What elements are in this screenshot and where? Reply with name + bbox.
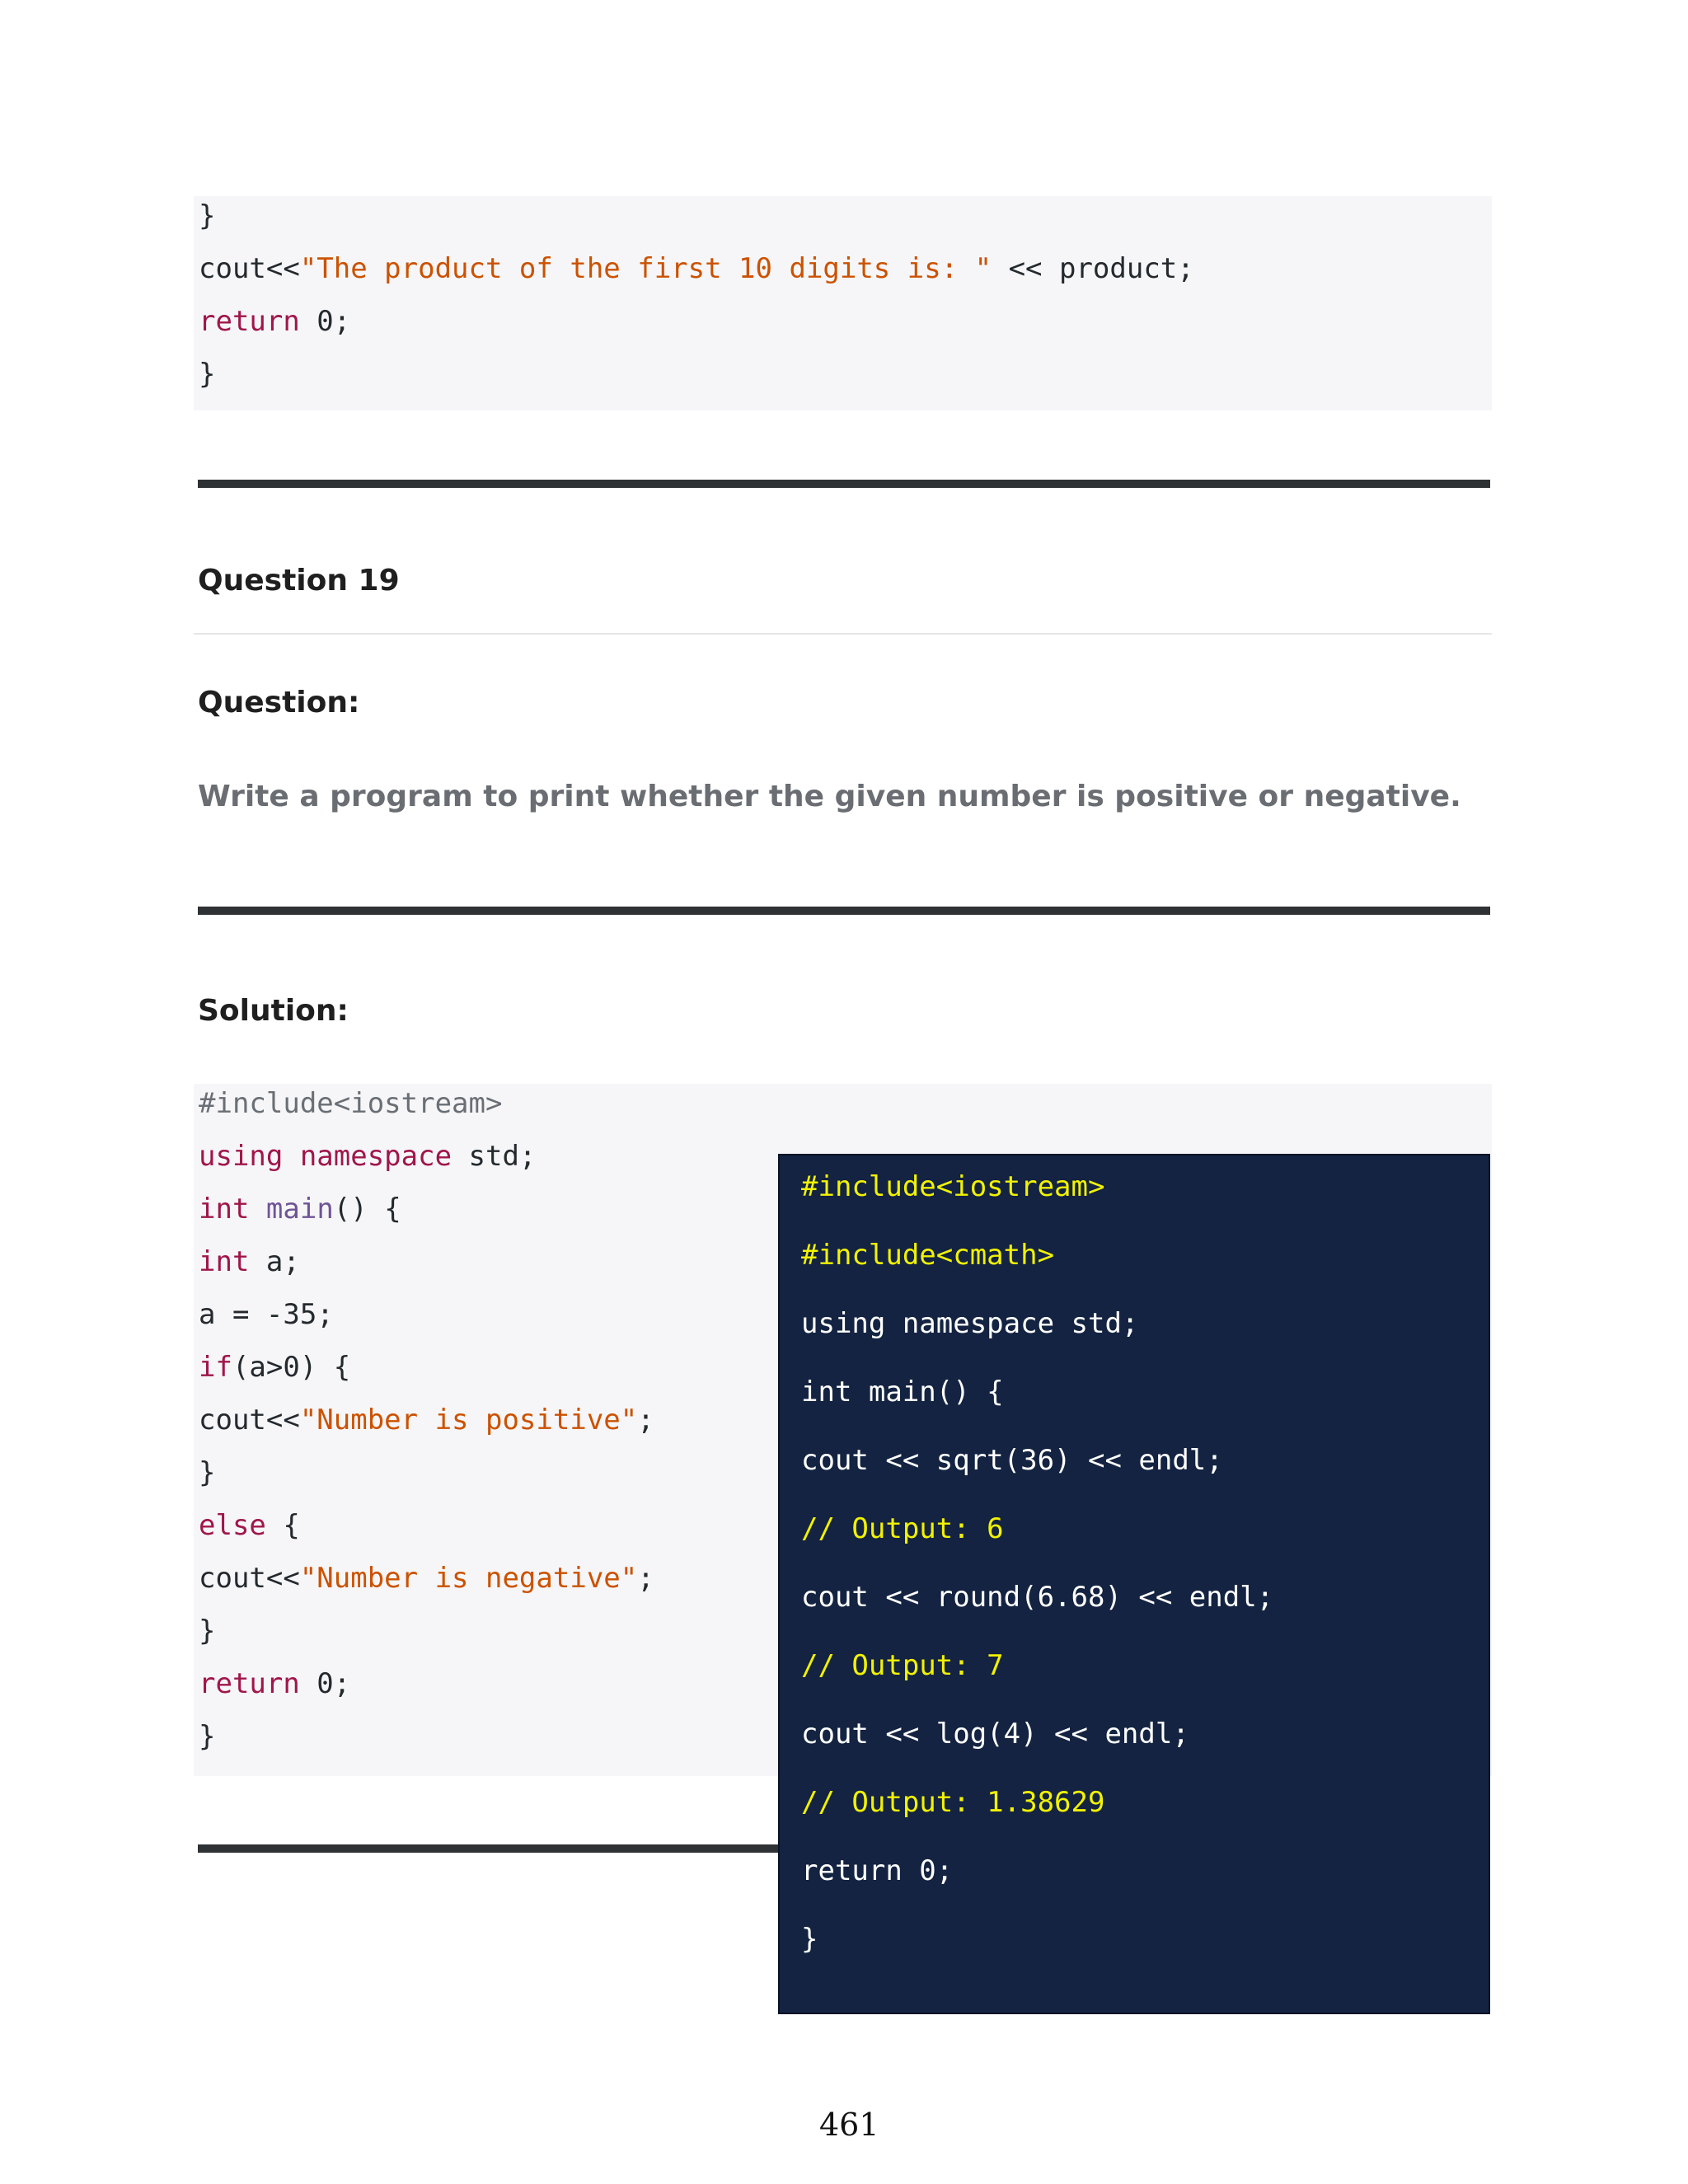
code-line: } [199, 1456, 216, 1489]
page-number: 461 [819, 2107, 879, 2143]
code-line: int a; [199, 1245, 300, 1278]
question-label: Question 19 [198, 564, 400, 598]
thin-divider [194, 633, 1492, 635]
code-line: #include<cmath> [801, 1239, 1055, 1272]
code-comment: // Output: 1.38629 [801, 1786, 1105, 1819]
code-line: #include<iostream> [801, 1170, 1105, 1203]
divider [198, 907, 1490, 915]
code-line: return 0; [199, 305, 351, 338]
question-heading: Question: [198, 686, 360, 719]
code-line: cout<<"Number is positive"; [199, 1404, 654, 1436]
top-code-block [194, 196, 1492, 410]
code-line: cout<<"Number is negative"; [199, 1562, 654, 1595]
code-line: return 0; [199, 1667, 351, 1700]
question-text: Write a program to print whether the given number is positive or negative. [198, 780, 1461, 813]
code-line: int main() { [801, 1376, 1004, 1408]
code-line: using namespace std; [801, 1307, 1139, 1340]
code-line: } [801, 1923, 818, 1956]
code-line: else { [199, 1509, 300, 1542]
code-line: cout<<"The product of the first 10 digits is: " << product; [199, 252, 1194, 285]
code-line: cout << sqrt(36) << endl; [801, 1444, 1223, 1477]
code-line: return 0; [801, 1854, 954, 1887]
code-line: #include<iostream> [199, 1087, 503, 1120]
code-line: cout << log(4) << endl; [801, 1718, 1189, 1750]
code-comment: // Output: 6 [801, 1512, 1004, 1545]
code-line: using namespace std; [199, 1140, 537, 1173]
code-line: a = -35; [199, 1298, 334, 1331]
code-line: } [199, 358, 216, 391]
code-line: } [199, 199, 216, 232]
cmath-example-code-box [778, 1154, 1490, 2014]
code-line: cout << round(6.68) << endl; [801, 1581, 1274, 1614]
code-line: } [199, 1615, 216, 1647]
solution-heading: Solution: [198, 994, 349, 1028]
code-line: int main() { [199, 1193, 401, 1226]
code-line: } [199, 1720, 216, 1753]
code-comment: // Output: 7 [801, 1649, 1004, 1682]
divider [198, 480, 1490, 488]
code-line: if(a>0) { [199, 1351, 351, 1384]
